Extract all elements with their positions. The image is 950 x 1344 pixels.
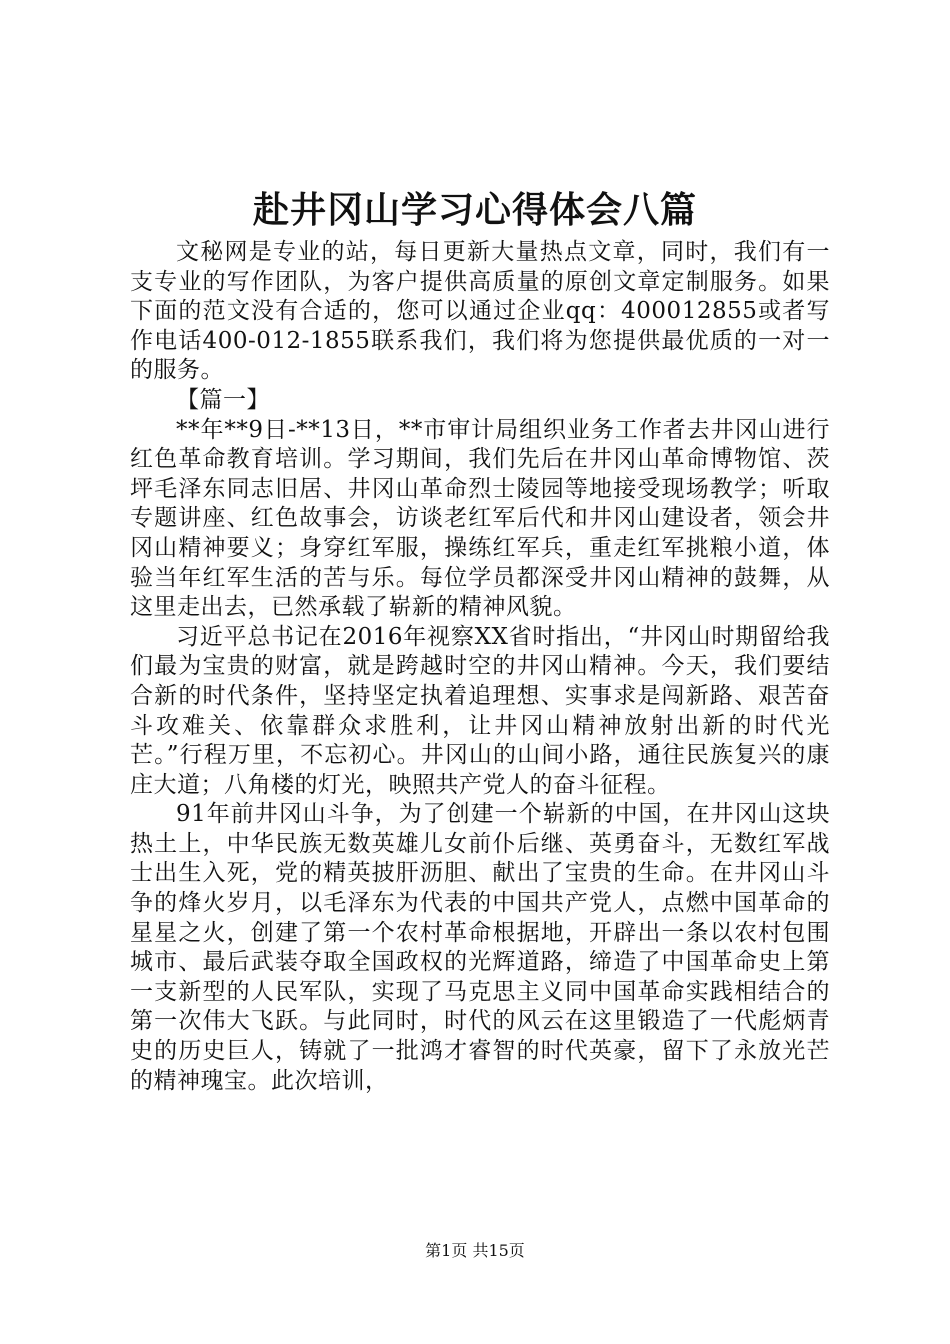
intro-paragraph: 文秘网是专业的站，每日更新大量热点文章，同时，我们有一支专业的写作团队，为客户提供高质量的原创文章定制服务。如果下面的范文没有合适的，您可以通过企业qq：400012855或者写作电话400-012-1855联系我们，我们将为您提供最优质的一对一的服务。 [130,239,830,384]
body-paragraph: **年**9日-**13日，**市审计局组织业务工作者去井冈山进行红色革命教育培训。学习期间，我们先后在井冈山革命博物馆、茨坪毛泽东同志旧居、井冈山革命烈士陵园等地接受现场教学；听取专题讲座、红色故事会，访谈老红军后代和井冈山建设者，领会井冈山精神要义；身穿红军服，操练红军兵，重走红军挑粮小道，体验当年红军生活的苦与乐。每位学员都深受井冈山精神的鼓舞，从这里走出去，已然承载了崭新的精神风貌。 [130,416,830,621]
page-number-footer: 第1页 共15页 [425,1241,525,1260]
document-body [130,238,830,1096]
body-paragraph: 习近平总书记在2016年视察XX省时指出，“井冈山时期留给我们最为宝贵的财富，就是跨越时空的井冈山精神。今天，我们要结合新的时代条件，坚持坚定执着追理想、实事求是闯新路、艰苦奋斗攻难关、依靠群众求胜利，让井冈山精神放射出新的时代光芒。”行程万里，不忘初心。井冈山的山间小路，通往民族复兴的康庄大道；八角楼的灯光，映照共产党人的奋斗征程。 [130,623,830,798]
body-paragraph: 91年前井冈山斗争，为了创建一个崭新的中国，在井冈山这块热土上，中华民族无数英雄儿女前仆后继、英勇奋斗，无数红军战士出生入死，党的精英披肝沥胆、献出了宝贵的生命。在井冈山斗争的烽火岁月，以毛泽东为代表的中国共产党人，点燃中国革命的星星之火，创建了第一个农村革命根据地，开辟出一条以农村包围城市、最后武装夺取全国政权的光辉道路，缔造了中国革命史上第一支新型的人民军队，实现了马克思主义同中国革命实践相结合的第一次伟大飞跃。与此同时，时代的风云在这里锻造了一代彪炳青史的历史巨人，铸就了一批鸿才睿智的时代英豪，留下了永放光芒的精神瑰宝。此次培训， [130,801,830,1094]
section-heading: 【篇一】 [176,386,270,413]
document-title: 赴井冈山学习心得体会八篇 [252,189,697,231]
